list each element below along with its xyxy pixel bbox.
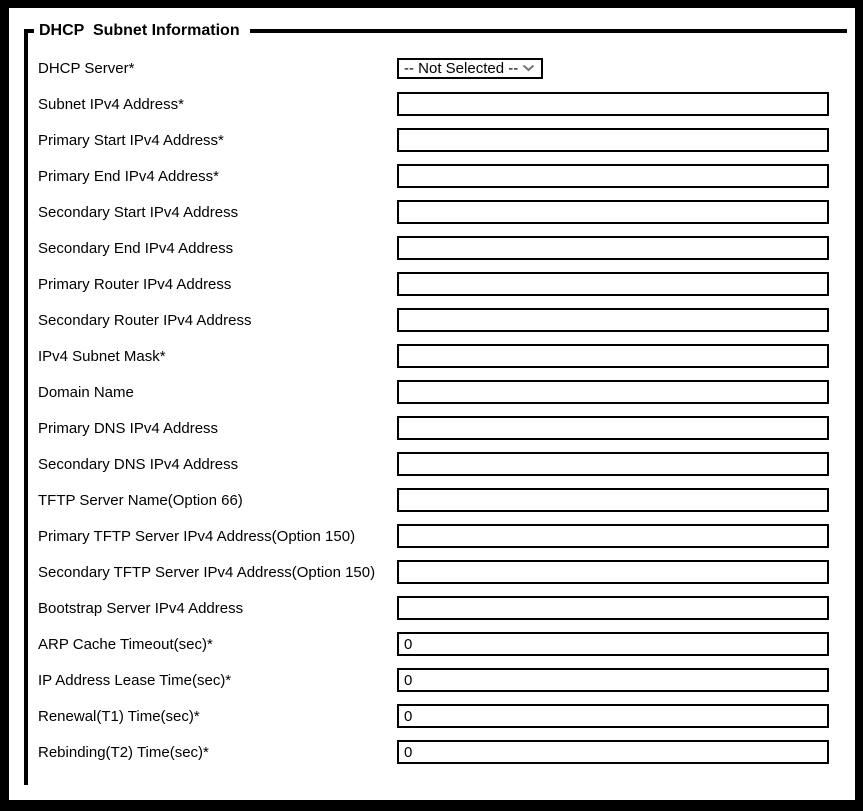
secondary-start-ipv4-address-label: Secondary Start IPv4 Address [38,203,239,221]
renewal-t1-time-label: Renewal(T1) Time(sec)* [38,707,200,725]
primary-start-ipv4-address-input[interactable] [397,128,829,152]
ipv4-subnet-mask-label: IPv4 Subnet Mask* [38,347,166,365]
row-secondary-dns-ipv4-address [38,446,838,482]
renewal-t1-time-input[interactable] [397,704,829,728]
tftp-server-name-label: TFTP Server Name(Option 66) [38,491,243,509]
secondary-dns-ipv4-address-input[interactable] [397,452,829,476]
row-renewal-t1-time [38,698,838,734]
bootstrap-server-ipv4-address-label: Bootstrap Server IPv4 Address [38,599,244,617]
secondary-router-ipv4-address-label: Secondary Router IPv4 Address [38,311,252,329]
row-secondary-router-ipv4-address [38,302,838,338]
row-bootstrap-server-ipv4-address [38,590,838,626]
primary-dns-ipv4-address-label: Primary DNS IPv4 Address [38,419,219,437]
dhcp-server-label: DHCP Server* [38,59,135,77]
primary-end-ipv4-address-label: Primary End IPv4 Address* [38,167,219,185]
dhcp-server-select[interactable] [397,58,543,79]
primary-end-ipv4-address-input[interactable] [397,164,829,188]
row-dhcp-server [38,50,838,86]
primary-start-ipv4-address-label: Primary Start IPv4 Address* [38,131,224,149]
row-arp-cache-timeout [38,626,838,662]
tftp-server-name-input[interactable] [397,488,829,512]
row-secondary-start-ipv4-address [38,194,838,230]
row-subnet-ipv4-address [38,86,838,122]
secondary-dns-ipv4-address-label: Secondary DNS IPv4 Address [38,455,239,473]
ipv4-subnet-mask-input[interactable] [397,344,829,368]
row-primary-end-ipv4-address [38,158,838,194]
secondary-tftp-server-ipv4-address-input[interactable] [397,560,829,584]
row-rebinding-t2-time [38,734,838,770]
ip-address-lease-time-label: IP Address Lease Time(sec)* [38,671,232,689]
row-secondary-end-ipv4-address [38,230,838,266]
secondary-end-ipv4-address-input[interactable] [397,236,829,260]
arp-cache-timeout-input[interactable] [397,632,829,656]
row-primary-dns-ipv4-address [38,410,838,446]
primary-router-ipv4-address-label: Primary Router IPv4 Address [38,275,232,293]
row-primary-start-ipv4-address [38,122,838,158]
primary-router-ipv4-address-input[interactable] [397,272,829,296]
row-primary-router-ipv4-address [38,266,838,302]
dhcp-server-select-wrap [397,60,543,77]
primary-tftp-server-ipv4-address-label: Primary TFTP Server IPv4 Address(Option 150) [38,527,356,545]
ip-address-lease-time-input[interactable] [397,668,829,692]
fieldset-legend-row [24,21,847,41]
row-tftp-server-name [38,482,838,518]
domain-name-input[interactable] [397,380,829,404]
secondary-end-ipv4-address-label: Secondary End IPv4 Address [38,239,234,257]
dhcp-subnet-panel [9,8,855,800]
row-secondary-tftp-server-ipv4-address [38,554,838,590]
domain-name-label: Domain Name [38,383,134,401]
row-ipv4-subnet-mask [38,338,838,374]
fieldset-legend: DHCP Subnet Information [39,22,240,39]
row-domain-name [38,374,838,410]
fieldset-border-left [24,29,28,785]
arp-cache-timeout-label: ARP Cache Timeout(sec)* [38,635,213,653]
secondary-router-ipv4-address-input[interactable] [397,308,829,332]
bootstrap-server-ipv4-address-input[interactable] [397,596,829,620]
primary-tftp-server-ipv4-address-input[interactable] [397,524,829,548]
rebinding-t2-time-input[interactable] [397,740,829,764]
secondary-start-ipv4-address-input[interactable] [397,200,829,224]
dhcp-form [38,50,838,770]
row-primary-tftp-server-ipv4-address [38,518,838,554]
primary-dns-ipv4-address-input[interactable] [397,416,829,440]
subnet-ipv4-address-input[interactable] [397,92,829,116]
secondary-tftp-server-ipv4-address-label: Secondary TFTP Server IPv4 Address(Option 150) [38,563,376,581]
fieldset-border-top [250,29,847,33]
subnet-ipv4-address-label: Subnet IPv4 Address* [38,95,184,113]
row-ip-address-lease-time [38,662,838,698]
rebinding-t2-time-label: Rebinding(T2) Time(sec)* [38,743,209,761]
